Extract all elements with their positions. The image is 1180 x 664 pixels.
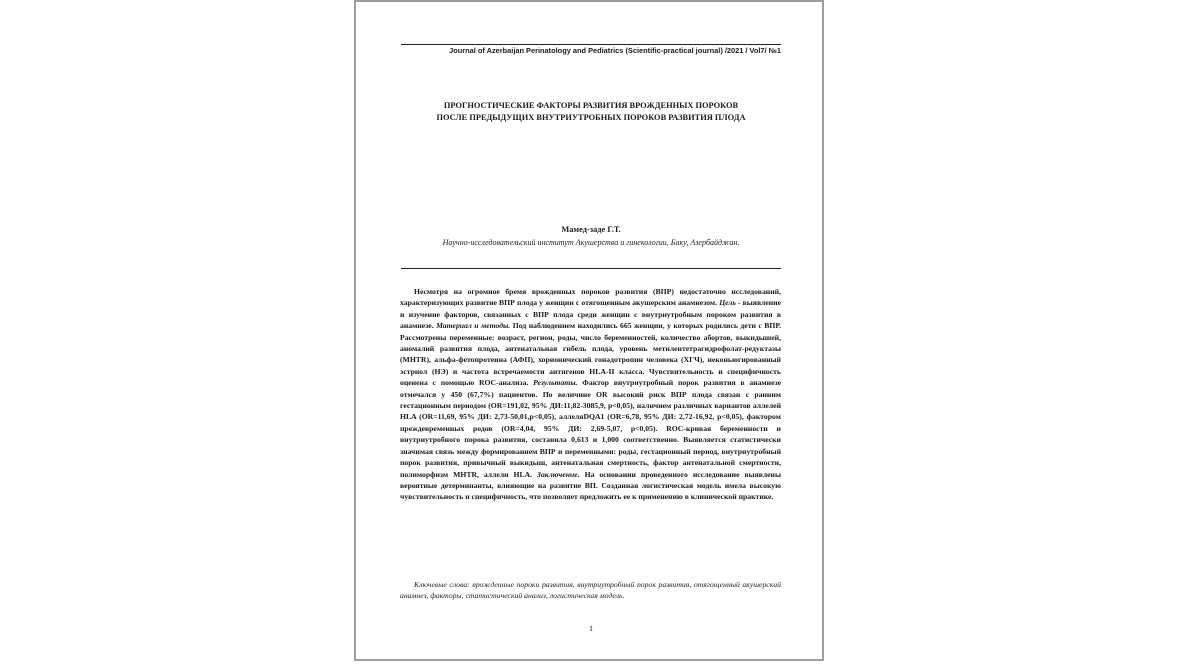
journal-header: Journal of Azerbaijan Perinatology and Pediatrics (Scientific-practical journal) /2021 / Vol7/ №1 [401,44,781,56]
title-line-2: ПОСЛЕ ПРЕДЫДУЩИХ ВНУТРИУТРОБНЫХ ПОРОКОВ РАЗВИТИЯ ПЛОДА [436,113,746,122]
conclusion-label: Заключение. [537,469,580,479]
document-page [354,0,824,661]
author-affiliation: Научно-исследовательский институт Акушерства и гинекологии, Баку, Азербайджан. [442,238,740,247]
abstract-part-5: На основании проведенного исследование выявлены вероятные детерминанты, влияющие на развитие ВП. Созданная логистическая модель имела высокую чувствительность и специфичность, что позволяет предложить ее к применению в клинической практике. [400,469,781,502]
author-name: Мамед-заде Г.Т. [561,225,621,234]
abstract-part-4: Фактор внутриутробный порок развития в анамнезе отмечался у 450 (67,7%) пациентов. По величине OR высокий риск ВПР плода связан с ранним гестационным периодом (OR=191,02, 95% ДИ:11,82-3085,9, p<0,05), наличием различных вариантов аллелей HLA (OR=11,69, 95% ДИ: 2,73-50,01,p<0,05), аллеляDQA1 (OR=6,78, 95% ДИ: 2,72-16,92, p<0,05), фактором преждевременных родов (OR=4,04, 95% ДИ: 2,69-5,07, p<0,05). ROC-кривая беременности и внутриутробного порока развития, составила 0,613 и 1,000 соответственно. Выявляется статистически значимая связь между формированием ВПР и переменными: роды, гестационный период, внутриутробный порок развития, привычный выкидыш, антенатальная смертность, фактор антенатальной смертности, полиморфизм МНТR, аллели HLA. [400,378,782,479]
keywords-text: Ключевые слова: врожденные пороки развития, внутриутробный порок развития, отягощенный акушерский анамнез, факторы, статистический анализ, логистическая модель. [400,580,781,600]
page-number: 1 [589,624,593,633]
keywords [400,580,781,602]
goal-label: Цель [719,298,736,308]
abstract-text [400,286,781,503]
title-line-1: ПРОГНОСТИЧЕСКИЕ ФАКТОРЫ РАЗВИТИЯ ВРОЖДЕННЫХ ПОРОКОВ [443,101,739,110]
separator-rule [401,268,781,269]
methods-label: Материал и методы. [436,321,511,331]
abstract-part-2: - выявление и изучение факторов, связанных с ВПР плода среди женщин с внутриутробным пороком развития в анамнезе. [400,298,781,331]
abstract-part-3: Под наблюдением находились 665 женщин, у которых родились дети с ВПР. Рассмотрены переменные: возраст, регион, роды, число беременностей, количество абортов, выкидышей, аномалий развития плода, антенатальная гибель плода, уровень метилентетрагидрофолат-редуктазы (МНТR), альфа-фетопротеина (АФП), хорионический гонадотропин человека (ХГЧ), неконьюгированный эстриол (НЭ) и частота встречаемости антигенов HLA-II класса. Чувствительность и специфичность оценена с помощью ROC-анализа. [400,321,781,388]
results-label: Результаты. [533,378,578,388]
article-title [401,100,781,124]
abstract-part-1: Несмотря на огромное бремя врожденных пороков развития (ВПР) недостаточно исследований, характеризующих развитие ВПР плода у женщин с отягощенным акушерским анамнезом. [400,287,781,308]
